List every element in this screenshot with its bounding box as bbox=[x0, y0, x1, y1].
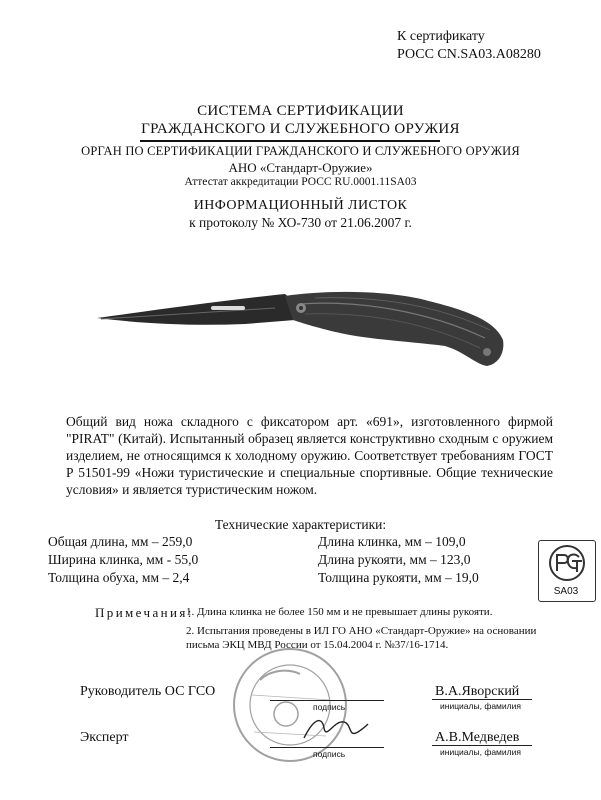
knife-blade bbox=[97, 294, 295, 325]
handwritten-signature-icon bbox=[300, 708, 370, 746]
rst-logo-icon bbox=[539, 541, 595, 585]
signature-line-1 bbox=[270, 700, 384, 701]
name-caption-1: инициалы, фамилия bbox=[440, 701, 521, 711]
note-2: 2. Испытания проведены в ИЛ ГО АНО «Стандарт-Оружие» на основании письма ЭКЦ МВД России от 15.04.2004 г. №37/16-1714. bbox=[186, 625, 537, 651]
info-sheet-title: ИНФОРМАЦИОННЫЙ ЛИСТОК bbox=[193, 198, 408, 213]
signature-line-2 bbox=[270, 747, 384, 748]
note-1: 1. Длина клинка не более 150 мм и не превышает длины рукояти. bbox=[186, 606, 493, 618]
organ-title-line2: АНО «Стандарт-Оружие» bbox=[228, 160, 373, 175]
name-caption-2: инициалы, фамилия bbox=[440, 747, 521, 757]
notes-heading: Примечания: bbox=[95, 605, 194, 620]
accreditation-line: Аттестат аккредитации РОСС RU.0001.11SA03 bbox=[184, 176, 417, 188]
folding-knife-image bbox=[95, 290, 505, 370]
spec-handle-length: Длина рукояти, мм – 123,0 bbox=[318, 552, 471, 567]
specs-left-column bbox=[48, 533, 198, 587]
role-expert: Эксперт bbox=[80, 730, 129, 745]
spec-blade-length: Длина клинка, мм – 109,0 bbox=[318, 534, 466, 549]
specs-right-column bbox=[318, 533, 479, 587]
spec-blade-width: Ширина клинка, мм - 55,0 bbox=[48, 552, 199, 567]
system-title-line1: СИСТЕМА СЕРТИФИКАЦИИ bbox=[197, 103, 404, 119]
spec-handle-thickness: Толщина рукояти, мм – 19,0 bbox=[318, 570, 479, 585]
name-line-1 bbox=[432, 699, 532, 700]
certificate-reference bbox=[397, 28, 541, 64]
header-divider bbox=[140, 140, 440, 142]
cert-ref-number: РОСС CN.SA03.A08280 bbox=[397, 47, 541, 62]
specs-title: Технические характеристики: bbox=[214, 517, 387, 532]
role-head-of-certification: Руководитель ОС ГСО bbox=[80, 684, 216, 699]
description-paragraph: Общий вид ножа складного с фиксатором арт. «691», изготовленного фирмой "PIRAT" (Китай). Испытанный образец является конструктивно сходным с оружием изделием, не относящимся к холодному оружию. Соответствует требованиям ГОСТ Р 51501-99 «Ножи туристические и специальные спортивные. Общие технические условия» и является туристическим ножом. bbox=[66, 414, 553, 497]
protocol-line: к протоколу № ХО-730 от 21.06.2007 г. bbox=[189, 215, 412, 230]
system-title-line2: ГРАЖДАНСКОГО И СЛУЖЕБНОГО ОРУЖИЯ bbox=[141, 121, 460, 137]
organ-title-line1: ОРГАН ПО СЕРТИФИКАЦИИ ГРАЖДАНСКОГО И СЛУЖЕБНОГО ОРУЖИЯ bbox=[81, 144, 520, 158]
spec-total-length: Общая длина, мм – 259,0 bbox=[48, 534, 193, 549]
cert-ref-line1: К сертификату bbox=[397, 29, 485, 44]
name-line-2 bbox=[432, 745, 532, 746]
rst-code: SA03 bbox=[553, 586, 579, 597]
signer-name-2: А.В.Медведев bbox=[435, 730, 520, 745]
spec-spine-thickness: Толщина обуха, мм – 2,4 bbox=[48, 570, 190, 585]
signature-caption-2: подпись bbox=[313, 749, 346, 759]
signer-name-1: В.А.Яворский bbox=[435, 684, 520, 699]
signature-caption-1: подпись bbox=[313, 702, 346, 712]
